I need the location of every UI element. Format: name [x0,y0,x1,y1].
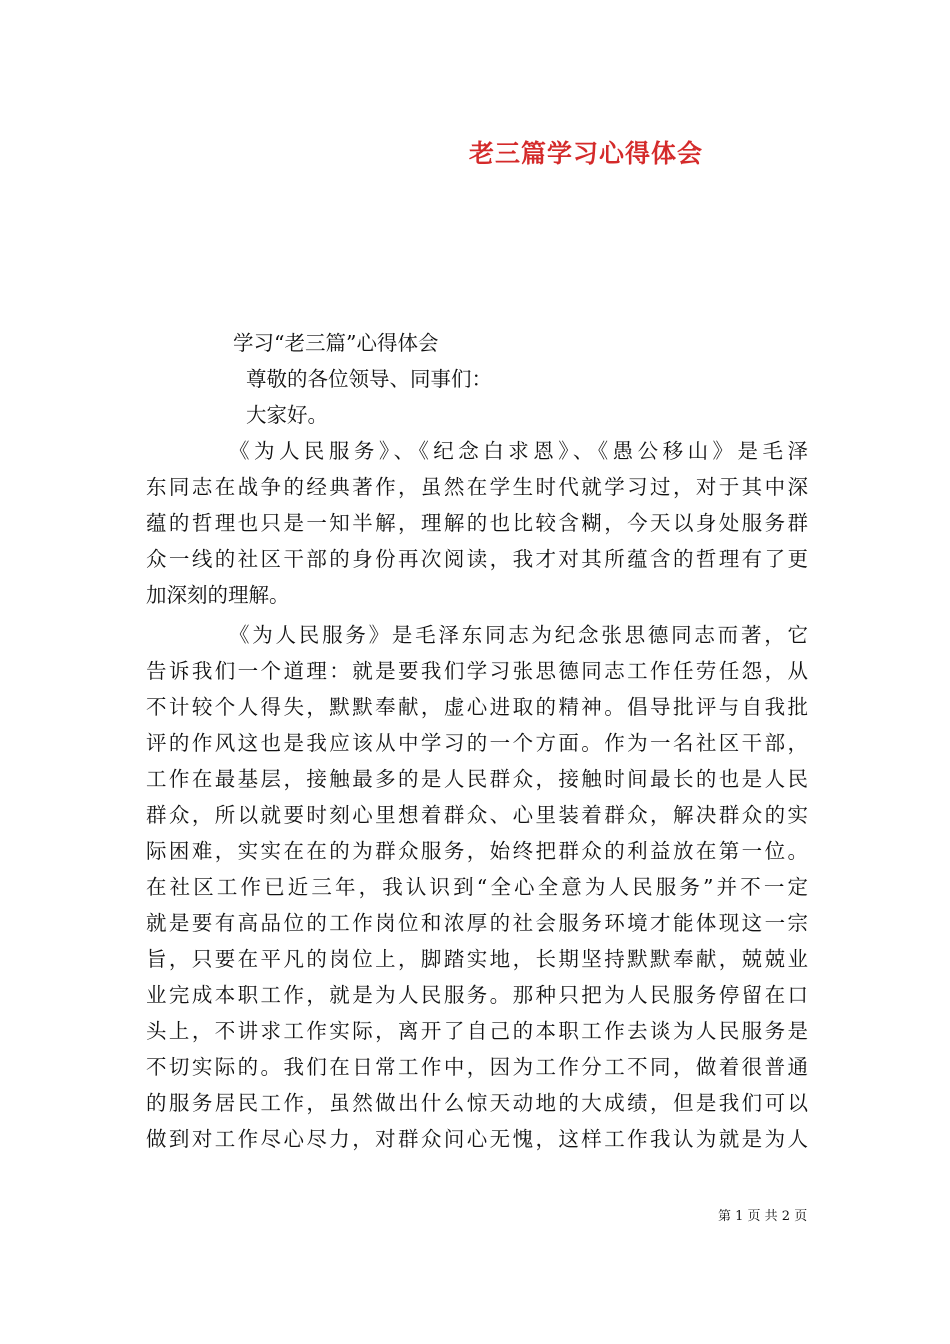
paragraph-2-line: 头上，不讲求工作实际，离开了自己的本职工作去谈为人民服务是 [146,1019,808,1043]
paragraph-2-line: 际困难，实实在在的为群众服务，始终把群众的利益放在第一位。 [146,839,808,863]
paragraph-1-line: 蕴的哲理也只是一知半解，理解的也比较含糊，今天以身处服务群 [146,511,808,535]
paragraph-2-line: 业完成本职工作，就是为人民服务。那种只把为人民服务停留在口 [146,983,808,1007]
document-title: 老三篇学习心得体会 [469,139,704,168]
paragraph-2-line: 群众，所以就要时刻心里想着群众、心里装着群众，解决群众的实 [146,803,808,827]
paragraph-1-line: 众一线的社区干部的身份再次阅读，我才对其所蕴含的哲理有了更 [146,547,808,571]
paragraph-2-line: 告诉我们一个道理：就是要我们学习张思德同志工作任劳任怨，从 [146,659,808,683]
paragraph-2-line: 的服务居民工作，虽然做出什么惊天动地的大成绩，但是我们可以 [146,1091,808,1115]
paragraph-2-line: 不切实际的。我们在日常工作中，因为工作分工不同，做着很普通 [146,1055,808,1079]
paragraph-2-line: 不计较个人得失，默默奉献，虚心进取的精神。倡导批评与自我批 [146,695,808,719]
paragraph-2-line: 评的作风这也是我应该从中学习的一个方面。作为一名社区干部， [146,731,808,755]
greeting: 大家好。 [246,403,328,427]
paragraph-2-line: 做到对工作尽心尽力，对群众问心无愧，这样工作我认为就是为人 [146,1127,808,1151]
subtitle: 学习“老三篇”心得体会 [233,331,439,355]
paragraph-1-line: 加深刻的理解。 [146,583,290,607]
salutation: 尊敬的各位领导、同事们： [246,367,492,391]
paragraph-2-line: 工作在最基层，接触最多的是人民群众，接触时间最长的也是人民 [146,767,808,791]
paragraph-1-line: 《为人民服务》、《纪念白求恩》、《愚公移山》是毛泽 [229,439,808,463]
paragraph-2-line: 《为人民服务》是毛泽东同志为纪念张思德同志而著，它 [229,623,808,647]
page-number: 第 1 页 共 2 页 [718,1209,808,1224]
paragraph-1-line: 东同志在战争的经典著作，虽然在学生时代就学习过，对于其中深 [146,475,808,499]
paragraph-2-line: 旨，只要在平凡的岗位上，脚踏实地，长期坚持默默奉献，兢兢业 [146,947,808,971]
paragraph-2-line: 在社区工作已近三年，我认识到“全心全意为人民服务”并不一定 [146,875,808,899]
paragraph-2-line: 就是要有高品位的工作岗位和浓厚的社会服务环境才能体现这一宗 [146,911,808,935]
